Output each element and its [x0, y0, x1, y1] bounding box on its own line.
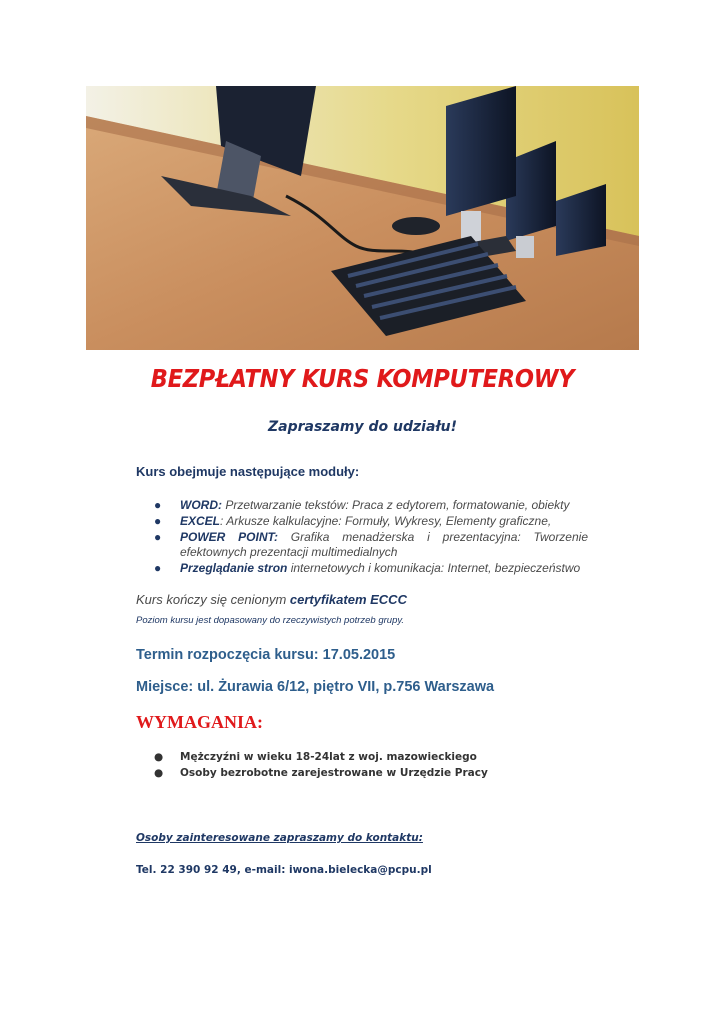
module-name: POWER POINT:: [180, 530, 278, 544]
requirements-heading: WYMAGANIA:: [136, 712, 263, 732]
list-item: [154, 498, 588, 513]
bullet-icon: ●: [154, 767, 164, 779]
bullet-icon: ●: [154, 514, 162, 528]
bullet-icon: ●: [154, 561, 162, 575]
level-note: Poziom kursu jest dopasowany do rzeczywistych potrzeb grupy.: [136, 615, 405, 626]
bullet-icon: ●: [154, 751, 164, 763]
module-description: : Arkusze kalkulacyjne: Formuły, Wykresy, Elementy graficzne,: [220, 514, 552, 528]
modules-heading: Kurs obejmuje następujące moduły:: [136, 464, 360, 479]
module-description: Grafika menadżerska i prezentacyjna: Tworzenie efektownych prezentacji multimedialnych: [180, 530, 588, 559]
location: Miejsce: ul. Żurawia 6/12, piętro VII, p.756 Warszawa: [136, 679, 495, 695]
module-name: Przeglądanie stron: [180, 561, 288, 575]
requirement-text: Mężczyźni w wieku 18-24lat z woj. mazowieckiego: [180, 751, 477, 763]
module-description: internetowych i komunikacja: Internet, bezpieczeństwo: [287, 561, 581, 575]
module-name: EXCEL: [180, 514, 221, 528]
list-item: [154, 530, 588, 560]
contact-heading: Osoby zainteresowane zapraszamy do kontaktu:: [136, 832, 423, 844]
module-description: Przetwarzanie tekstów: Praca z edytorem, formatowanie, obiekty: [222, 498, 570, 512]
list-item: [154, 561, 588, 576]
bullet-icon: ●: [154, 530, 162, 544]
certificate-prefix: Kurs kończy się cenionym: [136, 592, 290, 607]
list-item: [154, 765, 488, 781]
requirements-list: [154, 749, 488, 781]
certificate-name: certyfikatem ECCC: [289, 592, 407, 607]
modules-list: [154, 498, 588, 577]
page-title: BEZPŁATNY KURS KOMPUTEROWY: [150, 364, 575, 393]
requirement-text: Osoby bezrobotne zarejestrowane w Urzędzie Pracy: [180, 767, 488, 779]
list-item: [154, 749, 488, 765]
computer-lab-photo: [86, 86, 639, 350]
contact-line: Tel. 22 390 92 49, e-mail: iwona.bielecka@pcpu.pl: [136, 864, 432, 876]
list-item: [154, 514, 588, 529]
module-name: WORD:: [180, 498, 222, 512]
certificate-note: [136, 592, 407, 607]
start-date: Termin rozpoczęcia kursu: 17.05.2015: [136, 647, 396, 663]
bullet-icon: ●: [154, 498, 162, 512]
subtitle: Zapraszamy do udziału!: [268, 419, 457, 435]
